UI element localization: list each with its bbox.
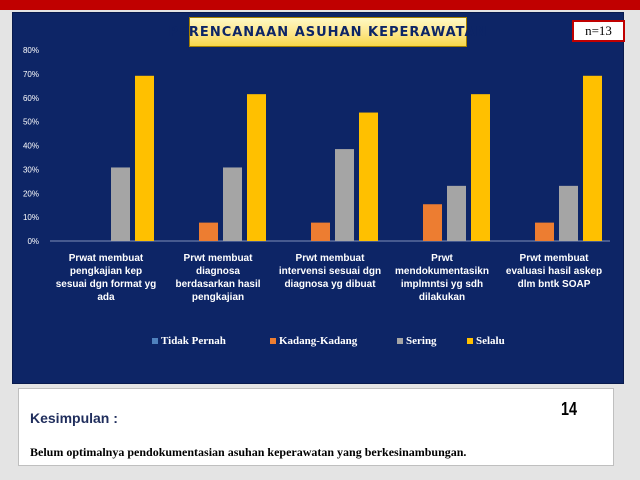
bar-sering-1: [111, 167, 130, 241]
bar-kadang-kadang-2: [199, 223, 218, 241]
legend-label: Sering: [406, 335, 437, 347]
category-label: berdasarkan hasil: [175, 279, 261, 290]
legend-swatch-tidak-pernah: [152, 338, 158, 344]
bar-chart: [12, 12, 624, 384]
conclusion-title: Kesimpulan :: [30, 410, 118, 426]
top-accent-strip: [0, 0, 640, 10]
bar-selalu-5: [583, 76, 602, 241]
bar-sering-3: [335, 149, 354, 241]
y-tick-label: 0%: [27, 237, 39, 246]
category-label: Prwt membuat: [183, 253, 253, 264]
category-label: Prwt membuat: [295, 253, 365, 264]
sample-size-badge: n=13: [572, 20, 625, 42]
legend-swatch-kadang-kadang: [270, 338, 276, 344]
page-number: 14: [561, 399, 578, 419]
category-label: diagnosa yg dibuat: [284, 279, 376, 290]
category-label: pengkajian: [191, 292, 245, 303]
category-label: dilakukan: [418, 292, 466, 303]
category-label: Prwt: [431, 253, 453, 264]
bar-selalu-2: [247, 94, 266, 241]
bar-sering-5: [559, 186, 578, 241]
chart-title: PERENCANAAN ASUHAN KEPERAWATAN: [189, 17, 467, 47]
bar-sering-4: [447, 186, 466, 241]
bar-selalu-3: [359, 113, 378, 241]
y-tick-label: 40%: [22, 141, 39, 151]
category-label: pengkajian kep: [69, 266, 143, 277]
y-tick-label: 50%: [22, 117, 39, 127]
category-label: evaluasi hasil askep: [505, 266, 603, 277]
bar-kadang-kadang-5: [535, 223, 554, 241]
y-tick-label: 30%: [22, 165, 39, 175]
category-label: Prwat membuat: [68, 253, 144, 264]
bar-kadang-kadang-4: [423, 204, 442, 241]
category-label: Prwt membuat: [519, 253, 589, 264]
legend-label: Selalu: [476, 335, 505, 347]
category-label: mendokumentasikn: [395, 266, 489, 277]
category-label: sesuai dgn format yg: [55, 279, 157, 290]
bar-selalu-4: [471, 94, 490, 241]
bar-selalu-1: [135, 76, 154, 241]
y-tick-label: 20%: [22, 189, 39, 199]
y-tick-label: 60%: [22, 93, 39, 103]
legend-label: Kadang-Kadang: [279, 335, 358, 347]
legend-label: Tidak Pernah: [161, 335, 226, 347]
y-tick-label: 70%: [22, 69, 39, 79]
conclusion-text: Belum optimalnya pendokumentasian asuhan keperawatan yang berkesinambungan.: [30, 445, 467, 459]
bar-kadang-kadang-3: [311, 223, 330, 241]
y-tick-label: 80%: [22, 46, 39, 55]
bar-sering-2: [223, 167, 242, 241]
category-label: ada: [97, 292, 115, 303]
category-label: diagnosa: [196, 266, 240, 277]
category-label: implmntsi yg sdh: [400, 279, 484, 290]
conclusion-box: [18, 388, 614, 466]
category-label: intervensi sesuai dgn: [278, 266, 382, 277]
legend-swatch-sering: [397, 338, 403, 344]
y-tick-label: 10%: [22, 213, 39, 223]
category-label: dlm bntk SOAP: [517, 279, 591, 290]
legend-swatch-selalu: [467, 338, 473, 344]
